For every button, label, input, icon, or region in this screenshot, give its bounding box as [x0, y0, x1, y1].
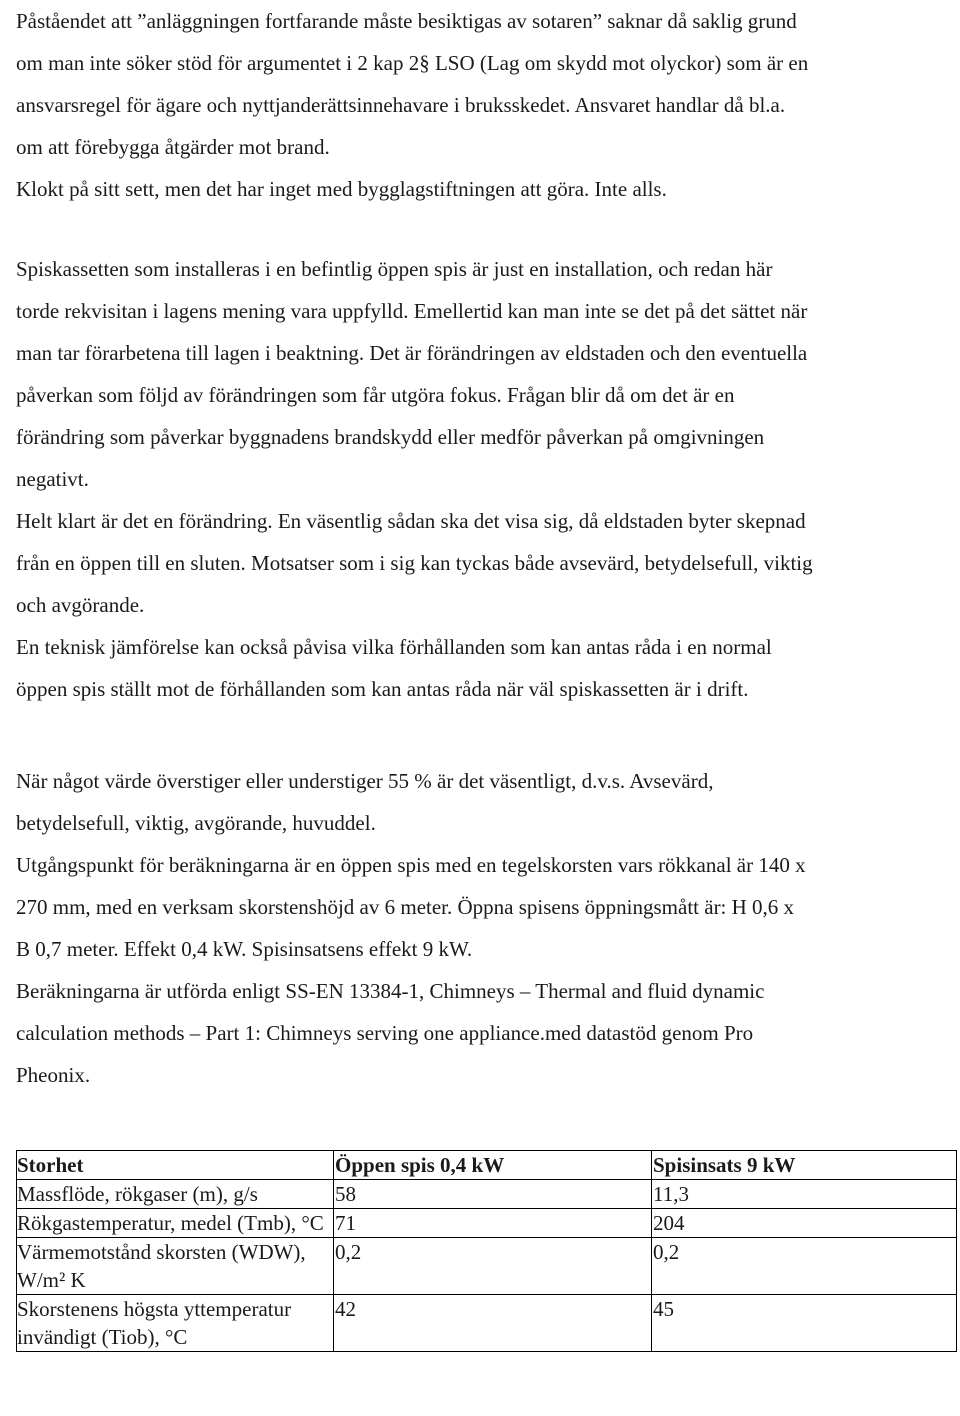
table-header-cell: Spisinsats 9 kW	[652, 1151, 957, 1180]
text-line: Utgångspunkt för beräkningarna är en öppen spis med en tegelskorsten vars rökkanal är 140 x	[16, 853, 806, 877]
text-line: När något värde överstiger eller understiger 55 % är det väsentligt, d.v.s. Avsevärd,	[16, 769, 714, 793]
comparison-table	[16, 1150, 957, 1352]
text-line: En teknisk jämförelse kan också påvisa vilka förhållanden som kan antas råda i en normal	[16, 635, 772, 659]
table-cell: 45	[652, 1295, 957, 1352]
text-line: och avgörande.	[16, 593, 145, 617]
text-line: förändring som påverkar byggnadens brandskydd eller medför påverkan på omgivningen	[16, 425, 765, 449]
table-cell: 42	[334, 1295, 652, 1352]
text-line: påverkan som följd av förändringen som får utgöra fokus. Frågan blir då om det är en	[16, 383, 735, 407]
table-cell: Massflöde, rökgaser (m), g/s	[17, 1180, 334, 1209]
text-line: negativt.	[16, 467, 89, 491]
table-row	[17, 1180, 957, 1209]
table-cell: Skorstenens högsta yttemperatur invändigt (Tiob), °C	[17, 1295, 334, 1352]
text-line: betydelsefull, viktig, avgörande, huvuddel.	[16, 811, 376, 835]
table-row	[17, 1238, 957, 1295]
table-cell: 0,2	[652, 1238, 957, 1295]
table-row	[17, 1295, 957, 1352]
text-line: 270 mm, med en verksam skorstenshöjd av 6 meter. Öppna spisens öppningsmått är: H 0,6 x	[16, 895, 795, 919]
table-cell: 204	[652, 1209, 957, 1238]
text-line: calculation methods – Part 1: Chimneys serving one appliance.med datastöd genom Pro	[16, 1021, 754, 1045]
text-line: Helt klart är det en förändring. En väsentlig sådan ska det visa sig, då eldstaden byter skepnad	[16, 509, 806, 533]
text-line: torde rekvisitan i lagens mening vara uppfylld. Emellertid kan man inte se det på det sättet när	[16, 299, 808, 323]
table-cell: 71	[334, 1209, 652, 1238]
table-cell: 11,3	[652, 1180, 957, 1209]
text-line: öppen spis ställt mot de förhållanden som kan antas råda när väl spiskassetten är i drift.	[16, 677, 749, 701]
text-line: B 0,7 meter. Effekt 0,4 kW. Spisinsatsens effekt 9 kW.	[16, 937, 473, 961]
text-line: Spiskassetten som installeras i en befintlig öppen spis är just en installation, och redan här	[16, 257, 773, 281]
table-cell: 58	[334, 1180, 652, 1209]
table-cell: Rökgastemperatur, medel (Tmb), °C	[17, 1209, 334, 1238]
paragraph-spiskassetten	[16, 248, 952, 710]
table-row	[17, 1209, 957, 1238]
text-line: Pheonix.	[16, 1063, 91, 1087]
table-header-row	[17, 1151, 957, 1180]
paragraph-intro	[16, 0, 952, 210]
text-line: man tar förarbetena till lagen i beaktning. Det är förändringen av eldstaden och den eventuella	[16, 341, 808, 365]
table-cell: 0,2	[334, 1238, 652, 1295]
text-line: om att förebygga åtgärder mot brand.	[16, 135, 330, 159]
text-line: om man inte söker stöd för argumentet i 2 kap 2§ LSO (Lag om skydd mot olyckor) som är en	[16, 51, 809, 75]
text-line: Beräkningarna är utförda enligt SS-EN 13384-1, Chimneys – Thermal and fluid dynamic	[16, 979, 765, 1003]
text-line: Klokt på sitt sett, men det har inget med bygglagstiftningen att göra. Inte alls.	[16, 177, 667, 201]
text-line: från en öppen till en sluten. Motsatser som i sig kan tyckas både avsevärd, betydelsefull, viktig	[16, 551, 813, 575]
table-header-cell: Storhet	[17, 1151, 334, 1180]
text-line: ansvarsregel för ägare och nyttjanderättsinnehavare i bruksskedet. Ansvaret handlar då bl.a.	[16, 93, 786, 117]
paragraph-calculations	[16, 760, 952, 1096]
text-line: Påståendet att ”anläggningen fortfarande måste besiktigas av sotaren” saknar då saklig grund	[16, 9, 797, 33]
table-header-cell: Öppen spis 0,4 kW	[334, 1151, 652, 1180]
table-cell: Värmemotstånd skorsten (WDW), W/m² K	[17, 1238, 334, 1295]
